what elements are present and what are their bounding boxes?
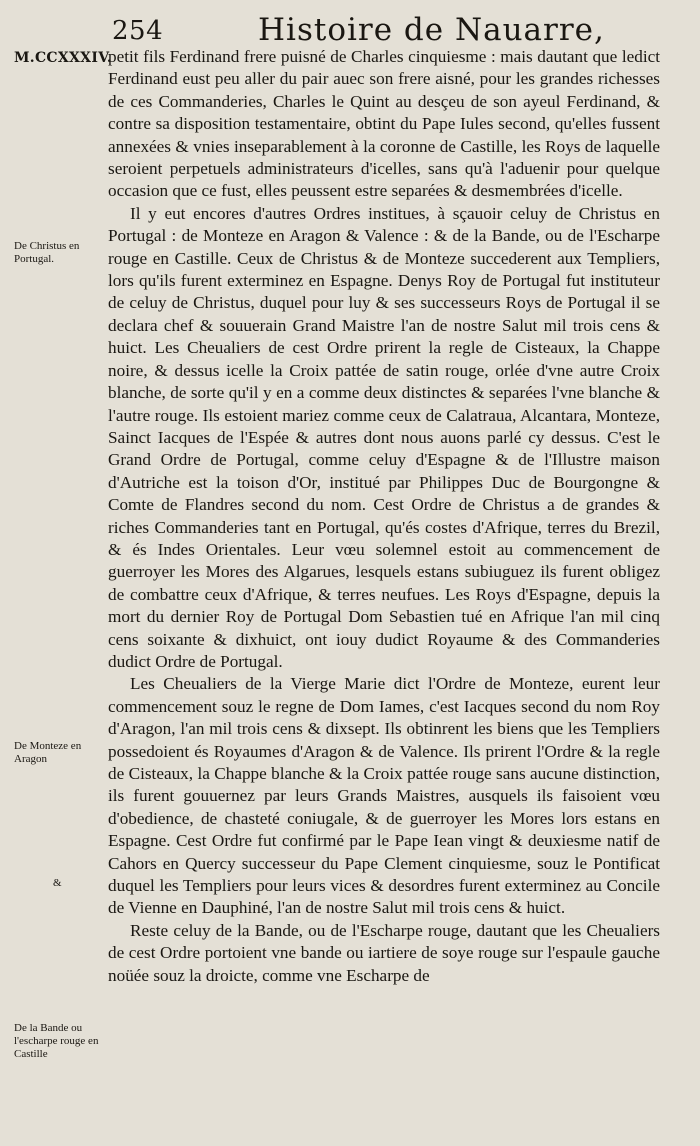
paragraph: Reste celuy de la Bande, ou de l'Escharpe rouge, dautant que les Cheualiers de cest Ordre portoient vne bande ou iartiere de soye rouge sur l'espaule gauche noüée souz la droicte, comme vne Escharpe de [108, 920, 660, 985]
paragraph: Il y eut encores d'autres Ordres institues, à sçauoir celuy de Christus en Portugal : de Monteze en Aragon & Valence : & de la Bande, ou de l'Escharpe rouge en Castille. Ceux de Christus & de Monteze succederent aux Templiers, lors qu'ils furent exterminez en Espagne. Denys Roy de Portugal fut instituteur de celuy de Christus, duquel pour luy & ses successeurs Roys de Portugal il se declara chef & souuerain Grand Maistre l'an de nostre Salut mil trois cens & huict. Les Cheualiers de cest Ordre prirent la regle de Cisteaux, la Chappe noire, & dessus icelle la Croix pattée de satin rouge, orlée d'vne autre Croix blanche, de sorte qu'il y en a comme deux distinctes & separées l'vne blanche & l'autre rouge. Ils estoient mariez comme ceux de Calatraua, Alcantara, Monteze, Sainct Iacques de l'Espée & autres dont nous auons parlé cy dessus. C'est le Grand Ordre de Portugal, comme celuy d'Espagne & de l'Illustre maison d'Autriche est la toison d'Or, institué par Philippes Duc de Bourgongne & Comte de Flandres second du nom. Cest Ordre de Christus a de grandes & riches Commanderies tant en Portugal, qu'és costes d'Afrique, terres du Brezil, & és Indes Orientales. Leur vœu solemnel estoit au commencement de guerroyer les Mores des Algarues, lesquels estans subiuguez ils furent obligez de combattre ceux d'Afrique, & terres neufues. Les Roys d'Espagne, depuis la mort du dernier Roy de Portugal Dom Sebastien tué en Afrique l'an mil cinq cens soixante & dixhuict, ont iouy dudict Royaume & des Commanderies dudict Ordre de Portugal. [108, 203, 660, 671]
margin-note-bande: De la Bande ou l'escharpe rouge en Castille [14, 1022, 99, 1060]
body-text [108, 46, 660, 987]
margin-note-christus: De Christus en Portugal. [14, 240, 80, 265]
paragraph: Les Cheualiers de la Vierge Marie dict l'Ordre de Monteze, eurent leur commencement souz le regne de Dom Iames, c'est Iacques second du nom Roy d'Aragon, l'an mil trois cens & dixsept. Ils obtinrent les biens que les Templiers possedoient és Royaumes d'Aragon & de Valence. Ils prirent l'Ordre & la regle de Cisteaux, la Chappe blanche & la Croix pattée rouge sans aucune distinction, ils furent gouuernez par leurs Grands Maistres, ausquels ils faisoient vœu d'obedience, de chasteté coniugale, & de guerroyer les Mores lors estans en Espagne. Cest Ordre fut confirmé par le Pape Iean vingt & deuxiesme natif de Cahors en Quercy successeur du Pape Clement cinquiesme, souz le Pontificat duquel les Templiers pour leurs vices & desordres furent exterminez au Concile de Vienne en Dauphiné, l'an de nostre Salut mil trois cens & huict. [108, 674, 660, 918]
year-margin: M.CCXXXIV. [14, 50, 113, 66]
margin-note-monteze: De Monteze en Aragon [14, 740, 82, 765]
margin-note-ampersand: & [53, 877, 62, 889]
paragraph: petit fils Ferdinand frere puisné de Charles cinquiesme : mais dautant que ledict Ferdinand eust peu aller du pair auec son frere aisné, pour les grandes richesses de ces Commanderies, Charles le Quint au desçeu de son ayeul Ferdinand, & contre sa disposition testamentaire, obtint du Pape Iules second, qu'elles fussent annexées & vnies inseparablement à la coronne de Castille, les Roys de laquelle seroient perpetuels administrateurs d'icelles, sans qu'à l'aduenir pour quelque occasion que ce fust, elles peussent estre separées & desmembrées d'icelle. [108, 47, 660, 201]
page-number: 254 [112, 16, 164, 46]
running-head: Histoire de Nauarre, [258, 12, 605, 48]
